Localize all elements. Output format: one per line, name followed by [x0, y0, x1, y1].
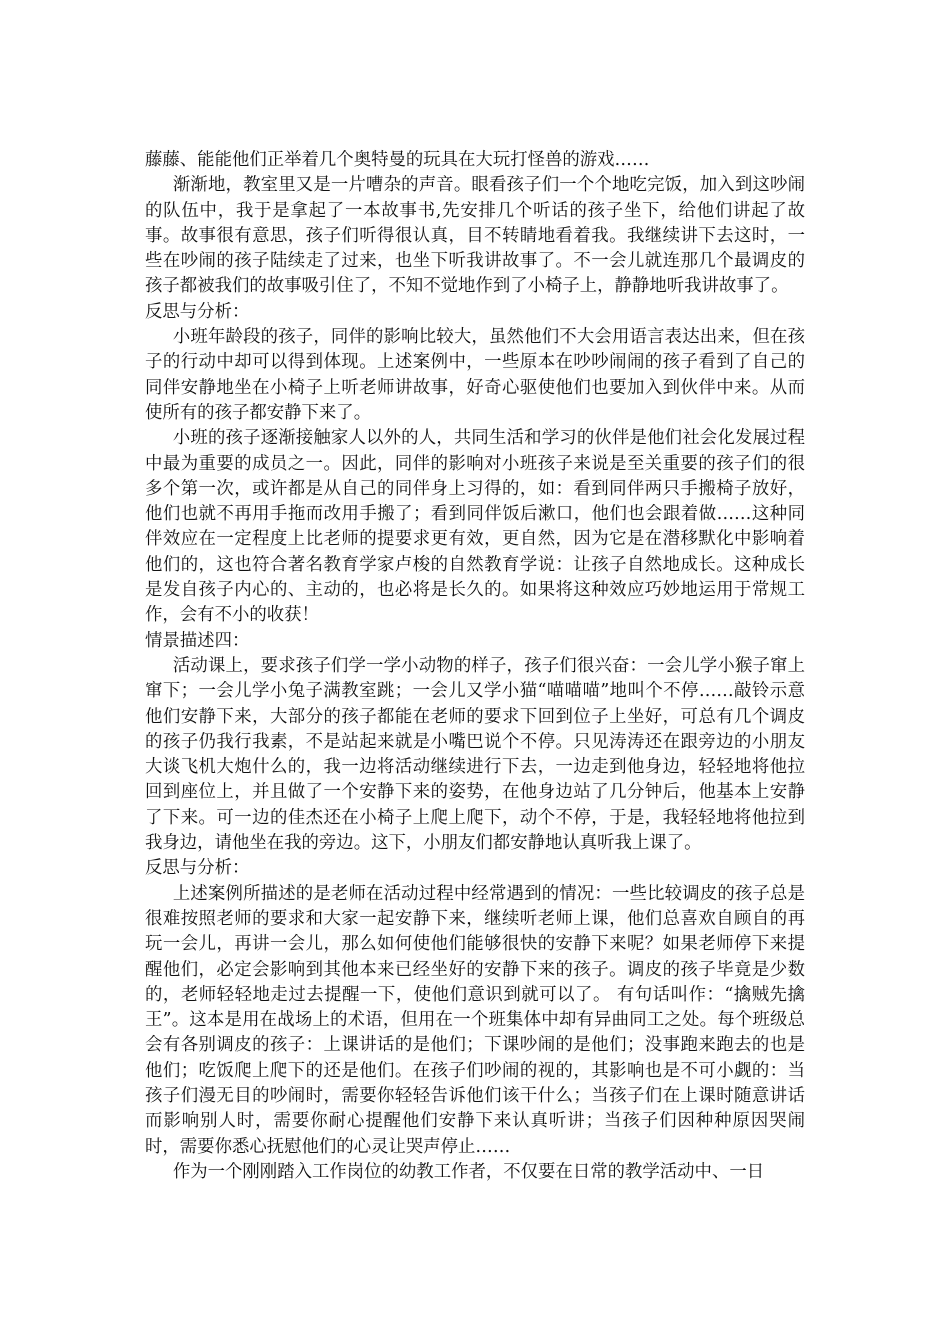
paragraph-new-teacher: 作为一个刚刚踏入工作岗位的幼教工作者，不仅要在日常的教学活动中、一日 — [172, 1161, 765, 1182]
document-page — [145, 148, 805, 1185]
paragraph-story-time: 渐渐地，教室里又是一片嘈杂的声音。眼看孩子们一个个地吃完饭，加入到这吵闹的队伍中，我于是拿起了一本故事书,先安排几个听话的孩子坐下，给他们讲起了故事。故事很有意思，孩子们听得很认真，目不转睛地看着我。我继续讲下去这时，一些在吵闹的孩子陆续走了过来，也坐下听我讲故事了。不一会儿就连那几个最调皮的孩子都被我们的故事吸引住了，不知不觉地作到了小椅子上，静静地听我讲故事了。 — [145, 175, 805, 297]
heading-scenario-4: 情景描述四： — [145, 630, 250, 651]
heading-reflection-1: 反思与分析： — [145, 301, 250, 322]
paragraph-toys-game: 藤藤、能能他们正举着几个奥特曼的玩具在大玩打怪兽的游戏…… — [145, 150, 650, 170]
paragraph-naughty-children: 上述案例所描述的是老师在活动过程中经常遇到的情况：一些比较调皮的孩子总是很难按照老师的要求和大家一起安静下来，继续听老师上课，他们总喜欢自顾自的再玩一会儿，再讲一会儿，那么如何使他们能够很快的安静下来呢？如果老师停下来提醒他们，必定会影响到其他本来已经坐好的安静下来的孩子。调皮的孩子毕竟是少数的，老师轻轻地走过去提醒一下，使他们意识到就可以了。 有句话叫作：“擒贼先擒王”。这本是用在战场上的术语，但用在一个班集体中却有异曲同工之处。每个班级总会有各别调皮的孩子：上课讲话的是他们；下课吵闹的是他们；没事跑来跑去的也是他们；吃饭爬上爬下的还是他们。在孩子们吵闹的视的，其影响也是不可小觑的：当孩子们漫无目的吵闹时，需要你轻轻告诉他们该干什么；当孩子们在上课时随意讲话而影响别人时，需要你耐心提醒他们安静下来认真听讲；当孩子们因种种原因哭闹时，需要你悉心抚慰他们的心灵让哭声停止…… — [145, 883, 805, 1157]
paragraph-peer-effect: 小班的孩子逐渐接触家人以外的人，共同生活和学习的伙伴是他们社会化发展过程中最为重要的成员之一。因此，同伴的影响对小班孩子来说是至关重要的孩子们的很多个第一次，或许都是从自己的同伴身上习得的，如：看到同伴两只手搬椅子放好，他们也就不再用手拖而改用手搬了；看到同伴饭后漱口，他们也会跟着做……这种同伴效应在一定程度上比老师的提要求更有效，更自然，因为它是在潜移默化中影响着他们的，这也符合著名教育学家卢梭的自然教育学说：让孩子自然地成长。这种成长是发自孩子内心的、主动的，也必将是长久的。如果将这种效应巧妙地运用于常规工作，会有不小的收获！ — [145, 428, 805, 626]
heading-reflection-2: 反思与分析： — [145, 858, 250, 879]
paragraph-peer-influence: 小班年龄段的孩子，同伴的影响比较大，虽然他们不大会用语言表达出来，但在孩子的行动中却可以得到体现。上述案例中，一些原本在吵吵闹闹的孩子看到了自己的同伴安静地坐在小椅子上听老师讲故事，好奇心驱使他们也要加入到伙伴中来。从而使所有的孩子都安静下来了。 — [145, 327, 805, 423]
paragraph-activity-class: 活动课上，要求孩子们学一学小动物的样子，孩子们很兴奋：一会儿学小猴子窜上窜下；一会儿学小兔子满教室跳；一会儿又学小猫“喵喵喵”地叫个不停……敲铃示意他们安静下来，大部分的孩子都能在老师的要求下回到位子上坐好，可总有几个调皮的孩子仍我行我素，不是站起来就是小嘴巴说个不停。只见涛涛还在跟旁边的小朋友大谈飞机大炮什么的，我一边将活动继续进行下去，一边走到他身边，轻轻地将他拉回到座位上，并且做了一个安静下来的姿势，在他身边站了几分钟后，他基本上安静了下来。可一边的佳杰还在小椅子上爬上爬下，动个不停，于是，我轻轻地将他拉到我身边，请他坐在我的旁边。这下，小朋友们都安静地认真听我上课了。 — [145, 655, 805, 854]
